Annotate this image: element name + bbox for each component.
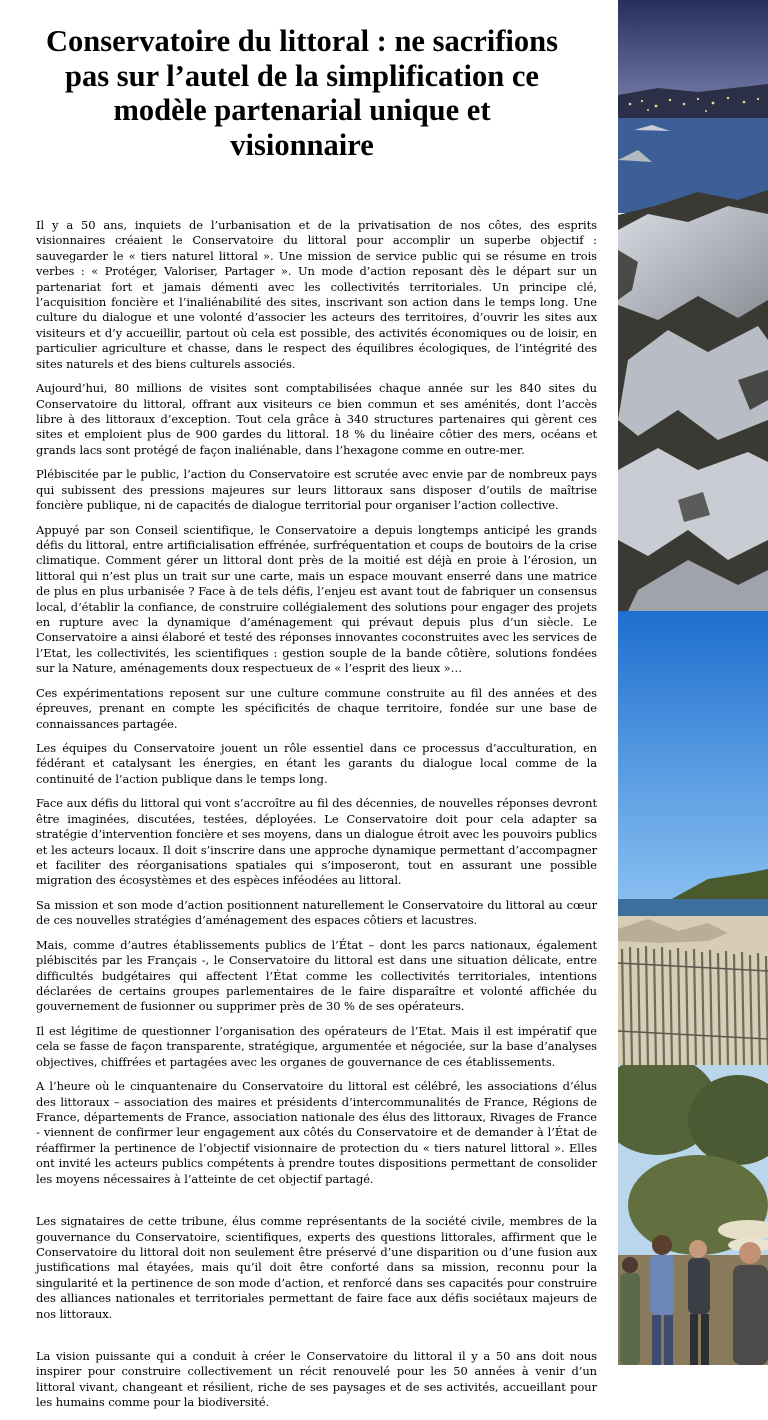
paragraph: Mais, comme d’autres établissements publics de l’État – dont les parcs nationaux, également plébiscités par les Français -, le Conservatoire du littoral est dans une situation délicate, entre difficultés budgétaires qui affectent l’État comme les collectivités territoriales, intentions déclarées de certains groupes parlementaires de le faire disparaître et volonté affichée du gouvernement de fusionner ou supprimer près de 30 % de ses opérateurs.: [36, 937, 597, 1014]
paragraph: La vision puissante qui a conduit à créer le Conservatoire du littoral il y a 50 ans doit nous inspirer pour construire collectivement un récit renouvelé pour les 50 années à venir d’un littoral vivant, changeant et résilient, riche de ses paysages et de ses activités, accueillant pour les humains comme pour la biodiversité.: [36, 1348, 597, 1410]
paragraph: Les équipes du Conservatoire jouent un rôle essentiel dans ce processus d’acculturation, en fédérant et catalysant les énergies, en étant les garants du dialogue local comme de la continuité de l’action publique dans le temps long.: [36, 741, 597, 786]
photo-strip: [618, 0, 768, 1365]
calanques-coast-photo: [618, 0, 768, 611]
paragraph: Il y a 50 ans, inquiets de l’urbanisation et de la privatisation de nos côtes, des esprits visionnaires créaient le Conservatoire du littoral pour accomplir un superbe objectif : sauvegarder le « tiers naturel littoral ». Une mission de service public qui se résume en trois verbes : « Protéger, Valoriser, Partager ». Un mode d’action reposant dès le départ sur un partenariat fort et jamais démenti avec les collectivités territoriales. Un principe clé, l’acquisition foncière et l’inaliénabilité des sites, inscrivant son action dans le temps long. Une culture du dialogue et une volonté d’associer les acteurs des territoires, d’ouvrir les sites aux visiteurs et d’y accueillir, partout où cela est possible, des activités économiques ou de loisir, en particulier agriculture et chasse, dans le respect des équilibres écologiques, de l’intégrité des sites naturels et des biens culturels associés.: [36, 218, 597, 371]
paragraph: Appuyé par son Conseil scientifique, le Conservatoire a depuis longtemps anticipé les grands défis du littoral, entre artificialisation effrénée, surfréquentation et coups de boutoirs de la crise climatique. Comment gérer un littoral dont près de la moitié est déjà en proie à l’érosion, un littoral qui n’est plus un trait sur une carte, mais un espace mouvant enserré dans une matrice de plus en plus urbanisée ? Face à de tels défis, l’enjeu est avant tout de fabriquer un consensus local, d’établir la confiance, de construire collégialement des solutions pour engager des projets en rupture avec la dynamique d’aménagement qui prévaut depuis plus d’un siècle. Le Conservatoire a ainsi élaboré et testé des réponses innovantes coconstruites avec les services de l’Etat, les collectivités, les scientifiques : gestion souple de la bande côtière, solutions fondées sur la Nature, aménagements doux respectueux de « l’esprit des lieux »…: [36, 522, 597, 676]
article-body: [36, 218, 597, 1420]
visitors-forest-photo: [618, 1065, 768, 1365]
paragraph: Face aux défis du littoral qui vont s’accroître au fil des décennies, de nouvelles réponses devront être imaginées, discutées, testées, déployées. Le Conservatoire doit pour cela adapter sa stratégie d’intervention foncière et ses moyens, dans un dialogue étroit avec les pouvoirs publics et les acteurs locaux. Il doit s’inscrire dans une approche dynamique permettant d’accompagner et faciliter des réorganisations spatiales qui s’imposeront, tout en assurant une possible migration des écosystèmes et des espèces inféodées au littoral.: [36, 796, 597, 888]
paragraph: Aujourd’hui, 80 millions de visites sont comptabilisées chaque année sur les 840 sites du Conservatoire du littoral, offrant aux visiteurs ce bien commun et ses aménités, dont l’accès libre à des littoraux d’exception. Tout cela grâce à 340 structures partenaires qui gèrent ces sites et emploient plus de 900 gardes du littoral. 18 % du linéaire côtier des mers, océans et grands lacs sont protégé de façon inaliénable, dans l’hexagone comme en outre-mer.: [36, 381, 597, 457]
article-title: Conservatoire du littoral : ne sacrifions pas sur l’autel de la simplification ce modèle partenarial unique et visionnaire: [46, 24, 558, 162]
beach-fence-photo: [618, 611, 768, 1065]
paragraph: Plébiscitée par le public, l’action du Conservatoire est scrutée avec envie par de nombreux pays qui subissent des pressions majeures sur leurs littoraux sans disposer d’outils de maîtrise foncière publique, ni de capacités de dialogue territorial pour organiser l’action collective.: [36, 467, 597, 513]
paragraph: A l’heure où le cinquantenaire du Conservatoire du littoral est célébré, les associations d’élus des littoraux – association des maires et présidents d’intercommunalités de France, Régions de France, départements de France, association nationale des élus des littoraux, Rivages de France - viennent de confirmer leur engagement aux côtés du Conservatoire et de demander à l’État de réaffirmer la pertinence de l’objectif visionnaire de protection du « tiers naturel littoral ». Elles ont invité les acteurs publics compétents à prendre toutes dispositions permettant de consolider les moyens nécessaires à l’atteinte de cet objectif partagé.: [36, 1079, 597, 1186]
paragraph: Sa mission et son mode d’action positionnent naturellement le Conservatoire du littoral au cœur de ces nouvelles stratégies d’aménagement des espaces côtiers et lacustres.: [36, 897, 597, 928]
paragraph: Il est légitime de questionner l’organisation des opérateurs de l’Etat. Mais il est impératif que cela se fasse de façon transparente, stratégique, argumentée et négociée, sur la base d’analyses objectives, chiffrées et partagées avec les organes de gouvernance de ces établissements.: [36, 1023, 597, 1069]
paragraph: Ces expérimentations reposent sur une culture commune construite au fil des années et des épreuves, prenant en compte les spécificités de chaque territoire, fondée sur une base de connaissances partagée.: [36, 685, 597, 731]
paragraph: Les signataires de cette tribune, élus comme représentants de la société civile, membres de la gouvernance du Conservatoire, scientifiques, experts des questions littorales, affirment que le Conservatoire du littoral doit non seulement être préservé d’une disparition ou d’une fusion aux justifications mal étayées, mais qu’il doit être conforté dans sa mission, reconnu pour la singularité et la pertinence de son mode d’action, et renforcé dans ses capacités pour construire des alliances nationales et territoriales permettant de faire face aux défis sociétaux majeurs de nos littoraux.: [36, 1214, 597, 1321]
